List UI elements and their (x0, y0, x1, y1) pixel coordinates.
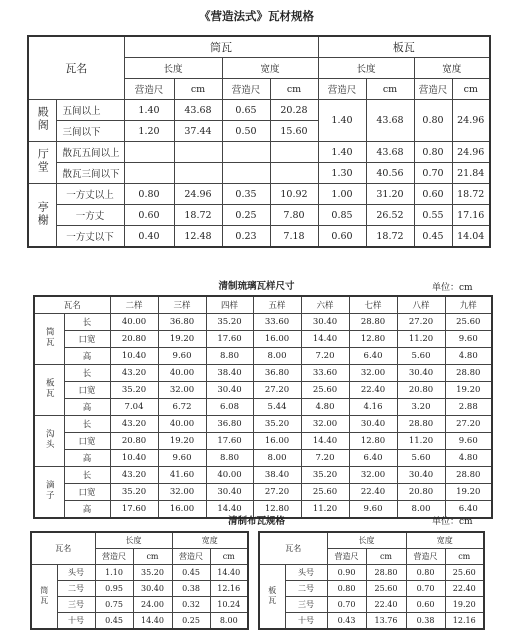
row-label: 长 (64, 467, 110, 484)
group-label-text: 殿阁 (36, 106, 50, 132)
row-label: 头号 (285, 565, 327, 581)
cell: 14.40 (133, 613, 172, 630)
header-unit: 营造尺 (124, 79, 174, 100)
cell: 43.20 (110, 416, 158, 433)
table-row (259, 581, 484, 597)
cell: 35.20 (110, 484, 158, 501)
cell: 5.44 (253, 399, 301, 416)
row-label: 口宽 (64, 331, 110, 348)
group-label (34, 416, 64, 467)
cell: 8.80 (206, 450, 253, 467)
cell: 0.70 (327, 597, 366, 613)
cell: 8.00 (253, 348, 301, 365)
cell: 14.40 (206, 501, 253, 519)
header-length: 长度 (327, 532, 406, 549)
cell: 16.00 (253, 433, 301, 450)
cell: 19.20 (445, 382, 492, 399)
row-label: 十号 (285, 613, 327, 630)
table-row (34, 314, 492, 331)
group-label-text: 厅堂 (36, 148, 50, 174)
cell (270, 142, 318, 163)
row-label: 一方丈以上 (56, 184, 124, 205)
cell: 18.72 (366, 226, 414, 248)
cell: 43.20 (110, 467, 158, 484)
cell: 31.20 (366, 184, 414, 205)
cell: 24.96 (452, 142, 490, 163)
row-label: 头号 (57, 565, 95, 581)
cell: 30.40 (397, 365, 445, 382)
cell: 0.25 (172, 613, 210, 630)
cell: 25.60 (445, 565, 484, 581)
cell: 11.20 (397, 433, 445, 450)
cell: 43.20 (110, 365, 158, 382)
cell: 21.84 (452, 163, 490, 184)
table2-header-row (34, 296, 492, 314)
table-row (34, 348, 492, 365)
cell: 0.40 (124, 226, 174, 248)
cell: 14.04 (452, 226, 490, 248)
cell: 0.50 (222, 121, 270, 142)
cell: 0.43 (327, 613, 366, 630)
cell: 6.72 (158, 399, 206, 416)
row-label: 五间以上 (56, 100, 124, 121)
cell: 20.80 (110, 331, 158, 348)
row-label: 长 (64, 314, 110, 331)
cell: 27.20 (253, 382, 301, 399)
cell: 0.55 (414, 205, 452, 226)
row-label: 高 (64, 348, 110, 365)
cell: 0.60 (406, 597, 445, 613)
header-cell: 八样 (397, 296, 445, 314)
cell: 12.80 (349, 433, 397, 450)
row-label: 一方丈 (56, 205, 124, 226)
table-row (31, 581, 248, 597)
cell: 0.32 (172, 597, 210, 613)
song-tile-table (27, 35, 491, 248)
cell: 16.00 (158, 501, 206, 519)
cell: 9.60 (158, 450, 206, 467)
header-cell: 九样 (445, 296, 492, 314)
table-row (34, 450, 492, 467)
cell: 17.60 (206, 331, 253, 348)
cell: 14.40 (301, 433, 349, 450)
cell: 22.40 (445, 581, 484, 597)
table-row (259, 613, 484, 630)
row-label: 长 (64, 416, 110, 433)
qing-cloth-tile-table-right (258, 531, 485, 630)
cell: 6.40 (445, 501, 492, 519)
cell: 19.20 (158, 433, 206, 450)
cell: 40.00 (158, 416, 206, 433)
cell: 12.80 (349, 331, 397, 348)
cell: 5.60 (397, 348, 445, 365)
cell: 32.00 (158, 484, 206, 501)
header-cell: 六样 (301, 296, 349, 314)
cell: 30.40 (349, 416, 397, 433)
cell (124, 163, 174, 184)
cell: 1.40 (318, 142, 366, 163)
header-tile-name: 瓦名 (31, 532, 95, 565)
row-label: 二号 (57, 581, 95, 597)
cell: 25.60 (445, 314, 492, 331)
cell: 17.60 (110, 501, 158, 519)
cell: 14.40 (210, 565, 248, 581)
group-label-text: 沟头 (44, 429, 55, 450)
table-row (34, 484, 492, 501)
cell: 35.20 (110, 382, 158, 399)
cell: 0.95 (95, 581, 133, 597)
cell: 0.60 (318, 226, 366, 248)
table-row (34, 399, 492, 416)
cell: 1.40 (124, 100, 174, 121)
group-label-text: 亭榭 (36, 200, 50, 227)
table-row (31, 565, 248, 581)
header-banwa: 板瓦 (318, 36, 490, 58)
header-cell: 五样 (253, 296, 301, 314)
cell: 18.72 (174, 205, 222, 226)
cell: 24.96 (452, 100, 490, 142)
cell: 20.80 (110, 433, 158, 450)
cell: 0.80 (124, 184, 174, 205)
cell: 30.40 (133, 581, 172, 597)
cell: 11.20 (397, 331, 445, 348)
cell: 25.60 (301, 484, 349, 501)
header-unit: cm (452, 79, 490, 100)
cell: 30.40 (206, 484, 253, 501)
cell: 4.80 (301, 399, 349, 416)
cell: 0.70 (406, 581, 445, 597)
cell: 1.10 (95, 565, 133, 581)
cell: 12.16 (445, 613, 484, 630)
cell: 17.60 (206, 433, 253, 450)
cell: 3.20 (397, 399, 445, 416)
table3-unit: 单位：cm (432, 517, 473, 527)
cell: 41.60 (158, 467, 206, 484)
cell: 7.20 (301, 348, 349, 365)
group-label (28, 142, 56, 184)
cell: 0.60 (414, 184, 452, 205)
cell: 10.40 (110, 450, 158, 467)
row-label: 口宽 (64, 433, 110, 450)
cell (124, 142, 174, 163)
cell: 40.00 (158, 365, 206, 382)
cell: 8.80 (206, 348, 253, 365)
cell: 0.38 (406, 613, 445, 630)
row-label: 三号 (285, 597, 327, 613)
cell: 0.85 (318, 205, 366, 226)
cell: 43.68 (366, 100, 414, 142)
qing-cloth-tile-table-left (30, 531, 249, 630)
header-unit: cm (270, 79, 318, 100)
cell: 15.60 (270, 121, 318, 142)
cell: 35.20 (253, 416, 301, 433)
cell: 0.25 (222, 205, 270, 226)
cell: 11.20 (301, 501, 349, 519)
table-row (31, 613, 248, 630)
cell: 22.40 (349, 382, 397, 399)
header-width: 宽度 (414, 58, 490, 79)
table3-title: 清制布瓦规格 (227, 516, 285, 527)
row-label: 三间以下 (56, 121, 124, 142)
cell: 30.40 (206, 382, 253, 399)
cell: 40.00 (110, 314, 158, 331)
row-label: 二号 (285, 581, 327, 597)
cell: 0.45 (414, 226, 452, 248)
cell: 1.00 (318, 184, 366, 205)
table1-title: 《营造法式》瓦材规格 (199, 9, 314, 23)
cell: 0.80 (414, 142, 452, 163)
cell: 38.40 (253, 467, 301, 484)
table-row (34, 433, 492, 450)
cell: 8.00 (253, 450, 301, 467)
group-label (259, 565, 285, 630)
header-tile-name: 瓦名 (259, 532, 327, 565)
row-label: 高 (64, 501, 110, 519)
header-cell: 瓦名 (34, 296, 110, 314)
cell: 33.60 (253, 314, 301, 331)
cell: 30.40 (301, 314, 349, 331)
cell: 40.00 (206, 467, 253, 484)
cell (270, 163, 318, 184)
cell: 28.80 (366, 565, 406, 581)
cell: 24.96 (174, 184, 222, 205)
table2-title: 清制琉璃瓦样尺寸 (218, 281, 295, 292)
cell: 32.00 (349, 365, 397, 382)
group-label (34, 365, 64, 416)
cell (174, 163, 222, 184)
header-unit: cm (366, 79, 414, 100)
header-cell: 二样 (110, 296, 158, 314)
cell: 26.52 (366, 205, 414, 226)
group-label (34, 467, 64, 519)
cell: 32.00 (349, 467, 397, 484)
cell: 2.88 (445, 399, 492, 416)
group-label-text: 滴子 (44, 480, 55, 501)
header-unit: 营造尺 (414, 79, 452, 100)
cell: 12.80 (253, 501, 301, 519)
cell: 6.08 (206, 399, 253, 416)
cell: 7.20 (301, 450, 349, 467)
group-label (28, 184, 56, 248)
group-label (31, 565, 57, 630)
header-unit: 营造尺 (222, 79, 270, 100)
cell: 32.00 (158, 382, 206, 399)
row-label: 高 (64, 450, 110, 467)
cell: 0.80 (414, 100, 452, 142)
cell: 36.80 (253, 365, 301, 382)
group-label-text: 板瓦 (267, 585, 277, 606)
cell: 35.20 (301, 467, 349, 484)
cell: 12.16 (210, 581, 248, 597)
header-unit: cm (366, 549, 406, 565)
cell: 27.20 (445, 416, 492, 433)
row-label: 长 (64, 365, 110, 382)
header-length: 长度 (318, 58, 414, 79)
header-tile-name: 瓦名 (28, 36, 124, 100)
table-row (34, 365, 492, 382)
header-tongwa: 筒瓦 (124, 36, 318, 58)
cell: 1.20 (124, 121, 174, 142)
header-unit: 营造尺 (95, 549, 133, 565)
cell: 40.56 (366, 163, 414, 184)
cell: 16.00 (253, 331, 301, 348)
cell: 1.40 (318, 100, 366, 142)
cell: 10.40 (110, 348, 158, 365)
header-length: 长度 (95, 532, 172, 549)
header-unit: 营造尺 (327, 549, 366, 565)
cell: 43.68 (174, 100, 222, 121)
row-label: 散瓦三间以下 (56, 163, 124, 184)
header-unit: 营造尺 (172, 549, 210, 565)
header-cell: 七样 (349, 296, 397, 314)
cell: 28.80 (397, 416, 445, 433)
cell: 19.20 (445, 484, 492, 501)
cell: 20.28 (270, 100, 318, 121)
header-width: 宽度 (172, 532, 248, 549)
cell: 27.20 (397, 314, 445, 331)
cell: 4.80 (445, 450, 492, 467)
header-unit: cm (133, 549, 172, 565)
cell: 0.23 (222, 226, 270, 248)
header-width: 宽度 (406, 532, 484, 549)
cell: 0.45 (95, 613, 133, 630)
cell: 28.80 (445, 365, 492, 382)
table-row (31, 597, 248, 613)
cell: 0.38 (172, 581, 210, 597)
cell: 35.20 (206, 314, 253, 331)
cell: 7.18 (270, 226, 318, 248)
table-row (34, 382, 492, 399)
cell: 0.80 (327, 581, 366, 597)
cell: 5.60 (397, 450, 445, 467)
header-length: 长度 (124, 58, 222, 79)
cell: 12.48 (174, 226, 222, 248)
cell: 0.75 (95, 597, 133, 613)
cell: 10.24 (210, 597, 248, 613)
cell: 13.76 (366, 613, 406, 630)
cell: 8.00 (397, 501, 445, 519)
cell: 1.30 (318, 163, 366, 184)
cell: 24.00 (133, 597, 172, 613)
cell: 28.80 (445, 467, 492, 484)
cell: 7.04 (110, 399, 158, 416)
cell: 25.60 (301, 382, 349, 399)
cell: 0.35 (222, 184, 270, 205)
group-label-text: 板瓦 (44, 378, 55, 399)
table-row (259, 597, 484, 613)
cell: 36.80 (206, 416, 253, 433)
cell: 10.92 (270, 184, 318, 205)
header-unit: 营造尺 (318, 79, 366, 100)
cell: 6.40 (349, 450, 397, 467)
cell: 9.60 (158, 348, 206, 365)
row-label: 一方丈以下 (56, 226, 124, 248)
cell: 7.80 (270, 205, 318, 226)
cell: 27.20 (253, 484, 301, 501)
header-unit: cm (445, 549, 484, 565)
cell: 19.20 (445, 597, 484, 613)
cell: 22.40 (349, 484, 397, 501)
table-row (34, 467, 492, 484)
header-width: 宽度 (222, 58, 318, 79)
cell: 28.80 (349, 314, 397, 331)
cell: 33.60 (301, 365, 349, 382)
cell: 38.40 (206, 365, 253, 382)
cell: 25.60 (366, 581, 406, 597)
row-label: 十号 (57, 613, 95, 630)
row-label: 散瓦五间以上 (56, 142, 124, 163)
table2-unit: 单位：cm (432, 283, 473, 293)
cell: 8.00 (210, 613, 248, 630)
cell: 0.80 (406, 565, 445, 581)
group-label-text: 筒瓦 (39, 585, 49, 606)
header-cell: 三样 (158, 296, 206, 314)
group-label (34, 314, 64, 365)
qing-glazed-tile-table (33, 295, 493, 519)
cell: 30.40 (397, 467, 445, 484)
cell (222, 163, 270, 184)
row-label: 口宽 (64, 484, 110, 501)
header-unit: cm (210, 549, 248, 565)
header-cell: 四样 (206, 296, 253, 314)
cell: 9.60 (445, 331, 492, 348)
cell: 9.60 (349, 501, 397, 519)
cell: 20.80 (397, 382, 445, 399)
cell: 4.80 (445, 348, 492, 365)
cell: 22.40 (366, 597, 406, 613)
row-label: 三号 (57, 597, 95, 613)
cell: 0.65 (222, 100, 270, 121)
cell: 17.16 (452, 205, 490, 226)
cell: 19.20 (158, 331, 206, 348)
table-row (259, 565, 484, 581)
cell: 9.60 (445, 433, 492, 450)
cell: 43.68 (366, 142, 414, 163)
cell: 35.20 (133, 565, 172, 581)
cell: 4.16 (349, 399, 397, 416)
cell: 0.45 (172, 565, 210, 581)
table-row (34, 416, 492, 433)
cell: 37.44 (174, 121, 222, 142)
cell: 0.70 (414, 163, 452, 184)
cell: 0.90 (327, 565, 366, 581)
cell: 20.80 (397, 484, 445, 501)
cell: 0.60 (124, 205, 174, 226)
header-unit: 营造尺 (406, 549, 445, 565)
cell: 36.80 (158, 314, 206, 331)
group-label-text: 筒瓦 (44, 327, 55, 348)
cell (174, 142, 222, 163)
cell: 18.72 (452, 184, 490, 205)
header-unit: cm (174, 79, 222, 100)
cell: 6.40 (349, 348, 397, 365)
cell: 32.00 (301, 416, 349, 433)
row-label: 口宽 (64, 382, 110, 399)
group-label (28, 100, 56, 142)
table-row (34, 331, 492, 348)
row-label: 高 (64, 399, 110, 416)
cell: 14.40 (301, 331, 349, 348)
cell (222, 142, 270, 163)
